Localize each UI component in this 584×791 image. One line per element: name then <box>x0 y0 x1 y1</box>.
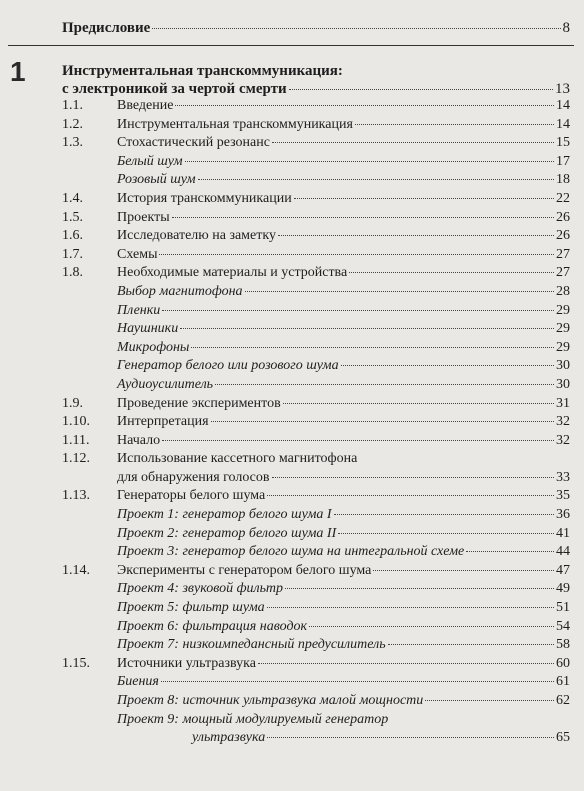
toc-entry-page: 18 <box>556 172 570 188</box>
toc-entry-title: Проведение экспериментов <box>117 395 281 411</box>
toc-entry-page: 29 <box>556 321 570 337</box>
toc-entry <box>62 563 570 582</box>
toc-entry-title: Выбор магнитофона <box>117 283 243 299</box>
toc-entry-title: Проект 5: фильтр шума <box>117 600 265 616</box>
toc-entry-title: Проект 1: генератор белого шума I <box>117 507 332 523</box>
toc-entry-page: 54 <box>556 618 570 634</box>
toc-entry <box>62 600 570 619</box>
toc-entry-number: 1.10. <box>62 414 90 430</box>
leader-dots <box>161 681 554 682</box>
toc-entry-page: 32 <box>556 432 570 448</box>
leader-dots <box>172 217 554 218</box>
toc-entry <box>62 451 570 470</box>
toc-entry <box>62 488 570 507</box>
chapter-title-line2-row <box>62 80 570 98</box>
leader-dots <box>191 347 554 348</box>
toc-entry-page: 26 <box>556 209 570 225</box>
leader-dots <box>338 533 554 534</box>
toc-entry-title: Стохастический резонанс <box>117 135 270 151</box>
leader-dots <box>388 644 554 645</box>
toc-entry-page: 36 <box>556 507 570 523</box>
leader-dots <box>294 198 554 199</box>
leader-dots <box>278 235 554 236</box>
toc-entry-number: 1.3. <box>62 135 83 151</box>
leader-dots <box>180 328 554 329</box>
toc-entry-title: Проект 3: генератор белого шума на интегральной схеме <box>117 544 465 560</box>
leader-dots <box>267 495 554 496</box>
toc-entry <box>62 191 570 210</box>
toc-entry-page: 60 <box>556 655 570 671</box>
leader-dots <box>334 514 554 515</box>
toc-entry-number: 1.9. <box>62 395 83 411</box>
toc-entry-title: Необходимые материалы и устройства <box>117 265 348 281</box>
toc-entry-page: 32 <box>556 414 570 430</box>
leader-dots <box>283 403 554 404</box>
leader-dots <box>425 700 554 701</box>
leader-dots <box>285 588 554 589</box>
toc-entry-number: 1.7. <box>62 246 83 262</box>
toc-entry <box>62 117 570 136</box>
toc-entry-title: Интерпретация <box>117 414 209 430</box>
leader-dots <box>211 421 554 422</box>
toc-entry <box>62 265 570 284</box>
toc-entry-title: Эксперименты с генератором белого шума <box>117 562 372 578</box>
leader-dots <box>258 663 554 664</box>
leader-dots <box>272 142 554 143</box>
leader-dots <box>245 291 554 292</box>
toc-entry-title: Схемы <box>117 246 158 262</box>
toc-entry <box>62 340 570 359</box>
toc-entry-number: 1.4. <box>62 190 83 206</box>
toc-entry-page: 15 <box>556 135 570 151</box>
chapter-heading <box>62 62 570 98</box>
toc-entry-number: 1.11. <box>62 432 90 448</box>
toc-entry <box>62 712 570 731</box>
toc-entry <box>62 693 570 712</box>
toc-entry-title: Биения <box>117 674 159 690</box>
toc-entry <box>62 358 570 377</box>
toc-entry-page: 22 <box>556 190 570 206</box>
toc-entry <box>62 98 570 117</box>
chapter-page: 13 <box>555 81 570 97</box>
section-divider <box>8 45 574 46</box>
toc-entry <box>62 544 570 563</box>
table-of-contents <box>62 98 570 749</box>
toc-entry-title: Генераторы белого шума <box>117 488 266 504</box>
leader-dots <box>466 551 554 552</box>
toc-entry-page: 17 <box>556 153 570 169</box>
toc-entry <box>62 526 570 545</box>
leader-dots <box>341 365 554 366</box>
toc-entry-title: ультразвука <box>192 730 266 746</box>
leader-dots <box>152 28 560 29</box>
leader-dots <box>267 607 554 608</box>
toc-entry <box>62 674 570 693</box>
leader-dots <box>309 626 554 627</box>
toc-entry-page: 49 <box>556 581 570 597</box>
toc-entry-page: 30 <box>556 376 570 392</box>
toc-entry-title: Проект 2: генератор белого шума II <box>117 525 337 541</box>
toc-entry-title: Проект 7: низкоимпедансный предусилитель <box>117 637 386 653</box>
toc-entry <box>62 433 570 452</box>
toc-entry-page: 30 <box>556 358 570 374</box>
toc-entry <box>62 321 570 340</box>
preface-page: 8 <box>562 20 570 36</box>
toc-entry-title: Источники ультразвука <box>117 655 256 671</box>
toc-entry-page: 47 <box>556 562 570 578</box>
toc-entry <box>62 154 570 173</box>
toc-entry-title: Проект 6: фильтрация наводок <box>117 618 308 634</box>
toc-entry <box>62 470 570 489</box>
toc-entry-page: 65 <box>556 730 570 746</box>
toc-entry-page: 51 <box>556 600 570 616</box>
toc-entry <box>62 656 570 675</box>
toc-entry-title: Введение <box>117 98 174 113</box>
toc-entry-page: 26 <box>556 228 570 244</box>
toc-entry-number: 1.14. <box>62 562 90 578</box>
preface-entry <box>62 20 570 37</box>
leader-dots <box>185 161 554 162</box>
toc-entry-title: Проект 8: источник ультразвука малой мощности <box>117 693 424 708</box>
toc-entry <box>62 303 570 322</box>
preface-title: Предисловие <box>62 20 151 36</box>
leader-dots <box>162 310 554 311</box>
toc-entry-number: 1.15. <box>62 655 90 671</box>
toc-entry <box>62 247 570 266</box>
leader-dots <box>159 254 554 255</box>
toc-entry <box>62 135 570 154</box>
toc-entry-title: Использование кассетного магнитофона <box>117 451 358 467</box>
toc-entry-number: 1.13. <box>62 488 90 504</box>
toc-entry-page: 29 <box>556 339 570 355</box>
toc-entry <box>62 377 570 396</box>
chapter-number: 1 <box>10 56 26 87</box>
toc-entry-page: 62 <box>556 693 570 708</box>
toc-entry-page: 31 <box>556 395 570 411</box>
toc-entry-page: 28 <box>556 283 570 299</box>
toc-entry-number: 1.12. <box>62 451 90 467</box>
toc-entry <box>62 730 570 749</box>
leader-dots <box>215 384 554 385</box>
toc-entry-title: Проект 4: звуковой фильтр <box>117 581 283 597</box>
toc-entry-title: Проекты <box>117 209 170 225</box>
toc-entry-title: История транскоммуникации <box>117 190 292 206</box>
toc-entry-page: 27 <box>556 265 570 281</box>
leader-dots <box>373 570 554 571</box>
toc-entry-title: Наушники <box>117 321 179 337</box>
chapter-title-line1: Инструментальная транскоммуникация: <box>62 63 343 79</box>
toc-entry-title: Начало <box>117 432 161 448</box>
toc-entry-page: 14 <box>556 98 570 113</box>
toc-entry <box>62 637 570 656</box>
toc-entry <box>62 228 570 247</box>
toc-entry-page: 29 <box>556 302 570 318</box>
toc-entry-title: для обнаружения голосов <box>117 469 270 485</box>
toc-entry <box>62 581 570 600</box>
toc-entry-page: 61 <box>556 674 570 690</box>
leader-dots <box>175 105 554 106</box>
leader-dots <box>289 89 553 90</box>
toc-entry-page: 14 <box>556 116 570 132</box>
toc-entry-title: Инструментальная транскоммуникация <box>117 116 353 132</box>
toc-entry-number: 1.5. <box>62 209 83 225</box>
toc-entry-page: 41 <box>556 525 570 541</box>
leader-dots <box>162 440 554 441</box>
toc-entry <box>62 414 570 433</box>
toc-entry-title: Исследователю на заметку <box>117 228 276 244</box>
toc-entry-title: Пленки <box>117 302 161 318</box>
toc-entry-title: Аудиоусилитель <box>117 376 214 392</box>
toc-entry-number: 1.8. <box>62 265 83 281</box>
toc-entry-page: 58 <box>556 637 570 653</box>
toc-entry-number: 1.2. <box>62 116 83 132</box>
leader-dots <box>272 477 554 478</box>
toc-entry-title: Микрофоны <box>117 339 190 355</box>
toc-entry-number: 1.6. <box>62 228 83 244</box>
toc-entry-title: Белый шум <box>117 153 183 169</box>
chapter-title-line2: с электроникой за чертой смерти <box>62 81 287 97</box>
toc-entry <box>62 396 570 415</box>
toc-entry-page: 35 <box>556 488 570 504</box>
toc-entry-page: 44 <box>556 544 570 560</box>
toc-entry-page: 27 <box>556 246 570 262</box>
leader-dots <box>198 179 554 180</box>
toc-entry-page: 33 <box>556 469 570 485</box>
toc-entry <box>62 507 570 526</box>
toc-entry-title: Розовый шум <box>117 172 196 188</box>
toc-entry <box>62 284 570 303</box>
leader-dots <box>355 124 554 125</box>
toc-entry <box>62 172 570 191</box>
toc-entry-number: 1.1. <box>62 98 83 113</box>
leader-dots <box>267 737 554 738</box>
toc-entry-title: Проект 9: мощный модулируемый генератор <box>117 711 389 727</box>
leader-dots <box>349 272 554 273</box>
toc-entry <box>62 619 570 638</box>
toc-entry-title: Генератор белого или розового шума <box>117 358 339 374</box>
toc-entry <box>62 210 570 229</box>
